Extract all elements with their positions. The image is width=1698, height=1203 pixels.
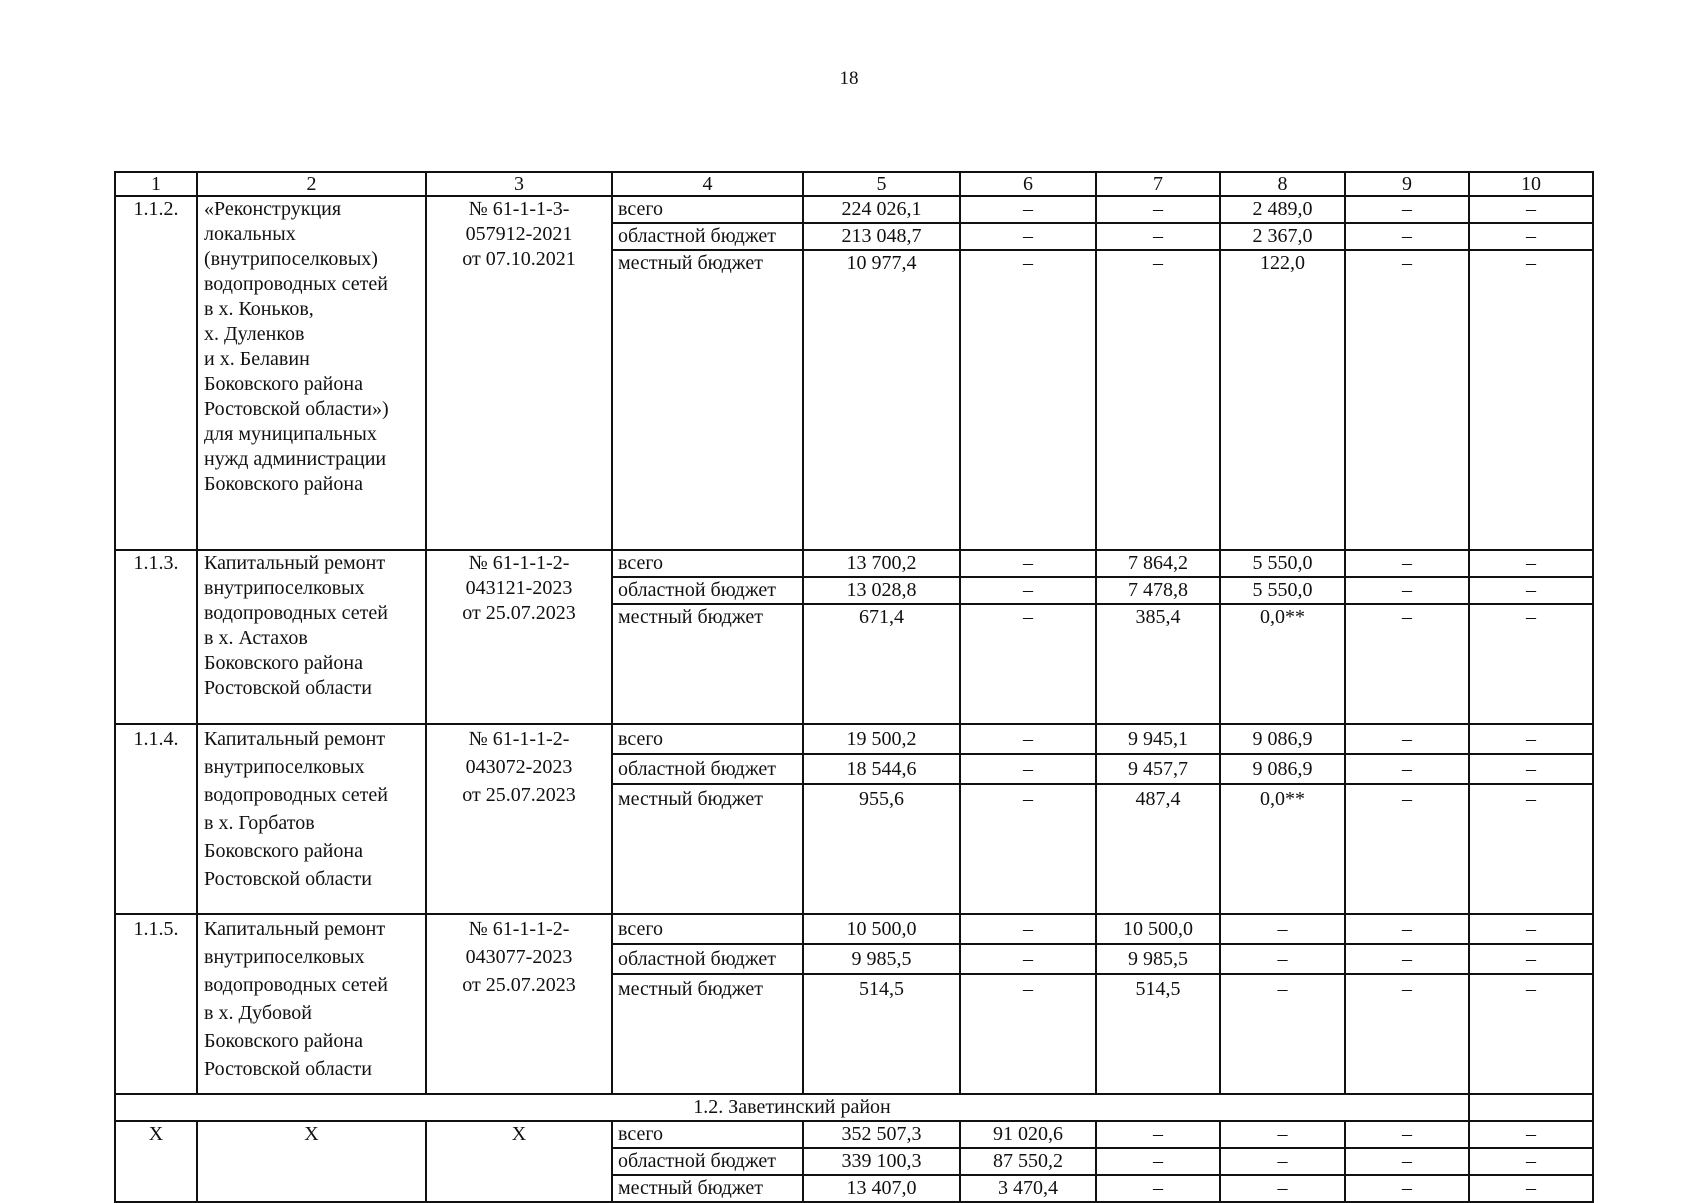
column-number-cell: 9 [1345, 172, 1469, 196]
item-name-cell-line: «Реконструкция [204, 198, 342, 220]
item-name-cell-line: Боковского района [204, 840, 363, 862]
item-name-cell-line: в х. Дубовой [204, 1002, 313, 1024]
item-id-cell: 1.1.5. [115, 914, 197, 1094]
value-cell: – [960, 724, 1096, 754]
document-cell-line: № 61-1-1-2- [468, 918, 570, 940]
value-cell: 671,4 [803, 604, 960, 724]
funding-source-cell: местный бюджет [612, 784, 803, 914]
value-cell: 5 550,0 [1220, 550, 1345, 577]
value-cell: 9 985,5 [1096, 944, 1220, 974]
document-cell: Х [426, 1121, 612, 1202]
document-cell-line: 043121-2023 [465, 577, 573, 599]
value-cell: – [1469, 223, 1593, 250]
value-cell: 3 470,4 [960, 1175, 1096, 1202]
item-name-cell-line: Боковского района [204, 652, 363, 674]
document-cell-line: № 61-1-1-2- [468, 552, 570, 574]
table-row [115, 724, 1593, 754]
document-cell [426, 724, 612, 914]
value-cell: – [960, 944, 1096, 974]
section-row [115, 1094, 1593, 1121]
item-name-cell-line: Капитальный ремонт [204, 552, 386, 574]
value-cell: – [1345, 944, 1469, 974]
value-cell: – [960, 974, 1096, 1094]
value-cell: 0,0** [1220, 604, 1345, 724]
value-cell: 9 086,9 [1220, 724, 1345, 754]
column-number-cell: 4 [612, 172, 803, 196]
document-cell-line: от 25.07.2023 [462, 784, 576, 806]
funding-source-cell: всего [612, 196, 803, 223]
value-cell: – [1345, 250, 1469, 550]
item-name-cell: Х [197, 1121, 426, 1202]
funding-source-cell: местный бюджет [612, 1175, 803, 1202]
column-number-cell: 2 [197, 172, 426, 196]
value-cell: 2 367,0 [1220, 223, 1345, 250]
value-cell: 91 020,6 [960, 1121, 1096, 1148]
value-cell: – [1345, 1175, 1469, 1202]
value-cell: 224 026,1 [803, 196, 960, 223]
value-cell: 9 457,7 [1096, 754, 1220, 784]
item-name-cell-line: водопроводных сетей [204, 273, 388, 295]
item-name-cell-line: внутрипоселковых [204, 756, 365, 778]
document-cell-line: № 61-1-1-3- [468, 198, 570, 220]
table-row [115, 1121, 1593, 1148]
document-cell-line: 043072-2023 [465, 756, 573, 778]
value-cell: – [1220, 1148, 1345, 1175]
value-cell: – [1345, 974, 1469, 1094]
item-name-cell-line: в х. Астахов [204, 627, 308, 649]
document-cell [426, 550, 612, 724]
value-cell: – [960, 784, 1096, 914]
document-cell-line: от 07.10.2021 [462, 248, 576, 270]
value-cell: 0,0** [1220, 784, 1345, 914]
item-name-cell-line: водопроводных сетей [204, 602, 388, 624]
value-cell: 13 700,2 [803, 550, 960, 577]
funding-source-cell: областной бюджет [612, 1148, 803, 1175]
value-cell: – [1096, 1175, 1220, 1202]
value-cell: 10 977,4 [803, 250, 960, 550]
column-number-cell: 1 [115, 172, 197, 196]
funding-source-cell: областной бюджет [612, 754, 803, 784]
item-id-cell: Х [115, 1121, 197, 1202]
funding-source-cell: областной бюджет [612, 223, 803, 250]
value-cell: 9 945,1 [1096, 724, 1220, 754]
column-number-cell: 10 [1469, 172, 1593, 196]
value-cell: 2 489,0 [1220, 196, 1345, 223]
value-cell: – [1469, 1175, 1593, 1202]
item-name-cell-line: внутрипоселковых [204, 946, 365, 968]
value-cell: – [960, 914, 1096, 944]
item-name-cell-line: в х. Коньков, [204, 298, 314, 320]
value-cell: – [1469, 196, 1593, 223]
value-cell: – [1220, 944, 1345, 974]
value-cell: – [1345, 577, 1469, 604]
item-name-cell-line: локальных [204, 223, 296, 245]
page-number: 18 [839, 68, 859, 89]
column-number-cell: 8 [1220, 172, 1345, 196]
document-cell [426, 196, 612, 550]
document-cell-line: от 25.07.2023 [462, 602, 576, 624]
value-cell: – [1469, 604, 1593, 724]
document-cell-line: 057912-2021 [465, 223, 573, 245]
value-cell: – [960, 550, 1096, 577]
value-cell: 13 407,0 [803, 1175, 960, 1202]
table-body [115, 172, 1593, 1202]
value-cell: – [1096, 196, 1220, 223]
column-number-cell: 5 [803, 172, 960, 196]
value-cell: – [1469, 724, 1593, 754]
table-row [115, 550, 1593, 577]
value-cell: – [1220, 1121, 1345, 1148]
funding-source-cell: местный бюджет [612, 974, 803, 1094]
column-number-cell: 6 [960, 172, 1096, 196]
value-cell: 9 985,5 [803, 944, 960, 974]
funding-source-cell: областной бюджет [612, 577, 803, 604]
value-cell: – [1345, 1148, 1469, 1175]
value-cell: – [1469, 944, 1593, 974]
table-row [115, 196, 1593, 223]
item-name-cell-line: Капитальный ремонт [204, 728, 386, 750]
value-cell: – [1096, 1148, 1220, 1175]
item-name-cell-line: Ростовской области») [204, 398, 389, 420]
value-cell: – [1469, 1121, 1593, 1148]
value-cell: 19 500,2 [803, 724, 960, 754]
value-cell: 352 507,3 [803, 1121, 960, 1148]
value-cell: – [1469, 577, 1593, 604]
value-cell: – [1345, 724, 1469, 754]
item-name-cell-line: (внутрипоселковых) [204, 248, 378, 270]
funding-source-cell: всего [612, 914, 803, 944]
value-cell: – [1469, 1148, 1593, 1175]
funding-source-cell: областной бюджет [612, 944, 803, 974]
item-id-cell: 1.1.4. [115, 724, 197, 914]
value-cell: – [1469, 550, 1593, 577]
item-name-cell-line: Ростовской области [204, 868, 372, 890]
item-name-cell [197, 196, 426, 550]
value-cell: – [1096, 223, 1220, 250]
column-number-cell: 3 [426, 172, 612, 196]
section-empty-cell [1469, 1094, 1593, 1121]
item-name-cell-line: Ростовской области [204, 1058, 372, 1080]
value-cell: – [1345, 604, 1469, 724]
value-cell: – [1469, 250, 1593, 550]
item-name-cell-line: нужд администрации [204, 448, 387, 470]
value-cell: – [1469, 754, 1593, 784]
value-cell: 514,5 [803, 974, 960, 1094]
value-cell: – [1345, 784, 1469, 914]
item-name-cell-line: в х. Горбатов [204, 812, 315, 834]
value-cell: 955,6 [803, 784, 960, 914]
item-name-cell-line: Боковского района [204, 373, 363, 395]
section-title: 1.2. Заветинский район [115, 1094, 1469, 1121]
value-cell: 339 100,3 [803, 1148, 960, 1175]
value-cell: 10 500,0 [1096, 914, 1220, 944]
value-cell: – [1345, 754, 1469, 784]
value-cell: – [1345, 550, 1469, 577]
item-name-cell-line: внутрипоселковых [204, 577, 365, 599]
value-cell: 18 544,6 [803, 754, 960, 784]
value-cell: – [1096, 250, 1220, 550]
funding-source-cell: всего [612, 550, 803, 577]
funding-source-cell: местный бюджет [612, 604, 803, 724]
item-name-cell [197, 550, 426, 724]
item-name-cell-line: водопроводных сетей [204, 974, 388, 996]
document-cell [426, 914, 612, 1094]
value-cell: – [960, 196, 1096, 223]
value-cell: 514,5 [1096, 974, 1220, 1094]
value-cell: 385,4 [1096, 604, 1220, 724]
value-cell: – [1345, 223, 1469, 250]
value-cell: 9 086,9 [1220, 754, 1345, 784]
budget-table [114, 171, 1594, 1203]
item-name-cell-line: Капитальный ремонт [204, 918, 386, 940]
document-cell-line: 043077-2023 [465, 946, 573, 968]
value-cell: – [1220, 914, 1345, 944]
value-cell: 10 500,0 [803, 914, 960, 944]
value-cell: – [1345, 914, 1469, 944]
item-name-cell-line: и х. Белавин [204, 348, 310, 370]
value-cell: – [1345, 1121, 1469, 1148]
value-cell: 13 028,8 [803, 577, 960, 604]
item-name-cell-line: Боковского района [204, 473, 363, 495]
value-cell: – [1469, 914, 1593, 944]
value-cell: – [1220, 974, 1345, 1094]
column-number-cell: 7 [1096, 172, 1220, 196]
item-id-cell: 1.1.2. [115, 196, 197, 550]
value-cell: – [1469, 784, 1593, 914]
value-cell: 122,0 [1220, 250, 1345, 550]
document-cell-line: от 25.07.2023 [462, 974, 576, 996]
value-cell: – [960, 250, 1096, 550]
value-cell: – [1345, 196, 1469, 223]
funding-source-cell: всего [612, 724, 803, 754]
value-cell: – [960, 223, 1096, 250]
item-name-cell [197, 724, 426, 914]
table-row [115, 914, 1593, 944]
item-name-cell [197, 914, 426, 1094]
value-cell: 87 550,2 [960, 1148, 1096, 1175]
value-cell: 487,4 [1096, 784, 1220, 914]
document-cell-line: № 61-1-1-2- [468, 728, 570, 750]
value-cell: – [960, 754, 1096, 784]
value-cell: – [960, 577, 1096, 604]
value-cell: – [1096, 1121, 1220, 1148]
item-name-cell-line: х. Дуленков [204, 323, 305, 345]
column-number-row [115, 172, 1593, 196]
item-id-cell: 1.1.3. [115, 550, 197, 724]
item-name-cell-line: для муниципальных [204, 423, 377, 445]
value-cell: 213 048,7 [803, 223, 960, 250]
value-cell: – [960, 604, 1096, 724]
item-name-cell-line: Ростовской области [204, 677, 372, 699]
value-cell: 7 864,2 [1096, 550, 1220, 577]
funding-source-cell: местный бюджет [612, 250, 803, 550]
value-cell: 5 550,0 [1220, 577, 1345, 604]
value-cell: – [1220, 1175, 1345, 1202]
item-name-cell-line: Боковского района [204, 1030, 363, 1052]
funding-source-cell: всего [612, 1121, 803, 1148]
item-name-cell-line: водопроводных сетей [204, 784, 388, 806]
value-cell: – [1469, 974, 1593, 1094]
value-cell: 7 478,8 [1096, 577, 1220, 604]
